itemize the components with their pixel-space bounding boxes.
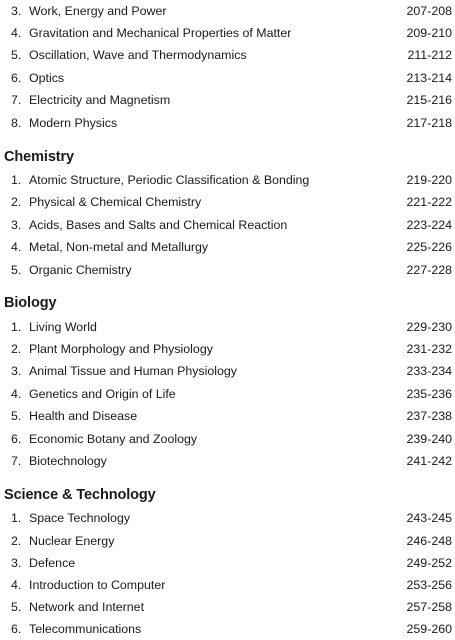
toc-item-title: Nuclear Energy (29, 534, 115, 548)
toc-item-title: Living World (29, 320, 97, 334)
toc-item-title: Optics (29, 71, 65, 85)
toc-row (0, 576, 455, 594)
toc-row (0, 554, 455, 572)
toc-item-pages: 249-252 (406, 556, 452, 570)
toc-item-title: Animal Tissue and Human Physiology (29, 364, 237, 378)
toc-item-number: 5. (11, 263, 22, 277)
toc-row (0, 24, 455, 42)
toc-row (0, 69, 455, 87)
toc-item-number: 2. (11, 342, 22, 356)
toc-item-pages: 211-212 (407, 48, 452, 62)
toc-item-title: Network and Internet (29, 600, 145, 614)
toc-item-pages: 237-238 (406, 409, 452, 423)
toc-item-number: 6. (11, 622, 22, 636)
toc-item-number: 3. (11, 556, 22, 570)
toc-row (0, 216, 455, 234)
toc-item-number: 4. (11, 578, 22, 592)
toc-item-pages: 221-222 (406, 195, 452, 209)
toc-item-number: 4. (11, 240, 22, 254)
toc-item-pages: 239-240 (406, 432, 452, 446)
toc-item-pages: 253-256 (406, 578, 452, 592)
section-heading-chemistry: Chemistry (4, 149, 75, 165)
toc-item-pages: 259-260 (406, 622, 452, 636)
toc-item-title: Modern Physics (29, 116, 118, 130)
toc-item-title: Space Technology (29, 511, 131, 525)
toc-item-number: 2. (11, 534, 22, 548)
toc-row (0, 114, 455, 132)
toc-row (0, 362, 455, 380)
toc-item-title: Telecommunications (29, 622, 142, 636)
toc-item-number: 3. (11, 218, 22, 232)
toc-item-pages: 257-258 (406, 600, 452, 614)
toc-item-number: 5. (11, 600, 22, 614)
toc-item-pages: 233-234 (406, 364, 452, 378)
toc-item-number: 1. (11, 320, 22, 334)
toc-item-number: 1. (11, 173, 22, 187)
section-heading-science-technology: Science & Technology (4, 487, 156, 503)
toc-item-pages: 223-224 (406, 218, 452, 232)
toc-row (0, 452, 455, 470)
toc-row (0, 340, 455, 358)
toc-item-number: 4. (11, 26, 22, 40)
toc-item-title: Introduction to Computer (29, 578, 166, 592)
toc-item-title: Economic Botany and Zoology (29, 432, 198, 446)
toc-item-pages: 229-230 (406, 320, 452, 334)
toc-item-number: 3. (11, 4, 22, 18)
toc-item-title: Organic Chemistry (29, 263, 132, 277)
toc-item-number: 6. (11, 432, 22, 446)
toc-row (0, 2, 455, 20)
toc-item-pages: 213-214 (406, 71, 452, 85)
toc-item-title: Biotechnology (29, 454, 107, 468)
toc-item-number: 5. (11, 409, 22, 423)
toc-item-pages: 227-228 (406, 263, 452, 277)
toc-row (0, 598, 455, 616)
toc-item-pages: 207-208 (406, 4, 452, 18)
toc-row (0, 318, 455, 336)
toc-item-pages: 241-242 (406, 454, 452, 468)
toc-row (0, 620, 455, 638)
section-heading-biology: Biology (4, 295, 57, 311)
toc-row (0, 385, 455, 403)
toc-item-pages: 219-220 (406, 173, 452, 187)
toc-item-title: Physical & Chemical Chemistry (29, 195, 202, 209)
toc-item-title: Oscillation, Wave and Thermodynamics (29, 48, 247, 62)
toc-item-title: Metal, Non-metal and Metallurgy (29, 240, 209, 254)
toc-item-pages: 217-218 (406, 116, 452, 130)
toc-item-number: 4. (11, 387, 22, 401)
toc-row (0, 238, 455, 256)
toc-row (0, 91, 455, 109)
toc-item-title: Plant Morphology and Physiology (29, 342, 213, 356)
toc-item-title: Genetics and Origin of Life (29, 387, 176, 401)
toc-item-number: 8. (11, 116, 22, 130)
toc-item-title: Acids, Bases and Salts and Chemical Reaction (29, 218, 288, 232)
toc-item-title: Defence (29, 556, 76, 570)
toc-item-pages: 209-210 (406, 26, 452, 40)
toc-item-title: Electricity and Magnetism (29, 93, 171, 107)
toc-item-pages: 215-216 (406, 93, 452, 107)
toc-row (0, 407, 455, 425)
toc-row (0, 509, 455, 527)
toc-item-title: Atomic Structure, Periodic Classification & Bonding (29, 173, 310, 187)
toc-item-number: 6. (11, 71, 22, 85)
toc-item-number: 2. (11, 195, 22, 209)
toc-item-title: Health and Disease (29, 409, 138, 423)
toc-item-number: 3. (11, 364, 22, 378)
toc-row (0, 430, 455, 448)
toc-row (0, 193, 455, 211)
toc-row (0, 261, 455, 279)
toc-item-number: 5. (11, 48, 22, 62)
toc-row (0, 46, 455, 64)
toc-row (0, 171, 455, 189)
toc-item-pages: 225-226 (406, 240, 452, 254)
toc-item-pages: 235-236 (406, 387, 452, 401)
toc-row (0, 532, 455, 550)
toc-item-title: Gravitation and Mechanical Properties of Matter (29, 26, 292, 40)
toc-item-pages: 243-245 (406, 511, 452, 525)
toc-item-pages: 231-232 (406, 342, 452, 356)
toc-item-number: 7. (11, 454, 22, 468)
toc-item-number: 1. (11, 511, 22, 525)
toc-item-title: Work, Energy and Power (29, 4, 167, 18)
toc-item-pages: 246-248 (406, 534, 452, 548)
toc-item-number: 7. (11, 93, 22, 107)
